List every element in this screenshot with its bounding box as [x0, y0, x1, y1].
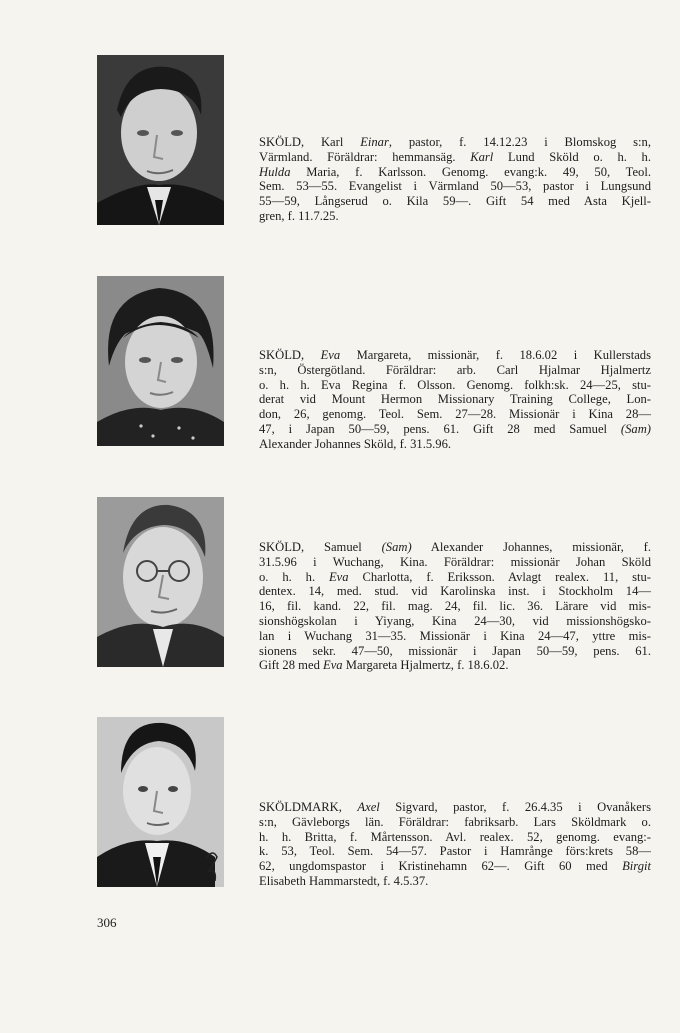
biography-line: SKÖLD, Eva Margareta, missionär, f. 18.6.02 i Kullerstads	[259, 348, 651, 362]
biography-line: lan i Wuchang 31—35. Missionär i Kina 24—47, yttre mis-	[259, 628, 651, 643]
biography-line: 55—59, Långserud o. Kila 59—. Gift 54 med Asta Kjell-	[259, 194, 651, 209]
portrait-photo	[97, 276, 224, 446]
portrait-photo	[97, 717, 224, 887]
page-number: 306	[97, 915, 117, 930]
biography-line: h. h. Britta, f. Mårtensson. Avl. realex. 52, genomg. evang:-	[259, 829, 651, 844]
biography-line: sionshögskolan i Yiyang, Kina 24—30, vid missionshögsko-	[259, 613, 651, 628]
biography-line: o. h. h. Eva Charlotta, f. Eriksson. Avlagt realex. 11, stu-	[259, 569, 651, 584]
biography-text	[259, 800, 651, 889]
biography-line: Gift 28 med Eva Margareta Hjalmertz, f. 18.6.02.	[259, 658, 509, 673]
biography-line: Värmland. Föräldrar: hemmansäg. Karl Lund Sköld o. h. h.	[259, 149, 652, 164]
portrait-axel-sigvard-skoldmark	[97, 717, 224, 887]
biography-text	[259, 135, 651, 224]
biography-line: s:n, Gävleborgs län. Föräldrar: fabriksarb. Lars Sköldmark o.	[259, 814, 651, 829]
biography-line: 47, i Japan 50—59, pens. 61. Gift 28 med Samuel (Sam)	[259, 421, 651, 436]
biography-line: 16, fil. kand. 22, fil. mag. 24, fil. lic. 36. Lärare vid mis-	[259, 599, 651, 614]
biography-line: Alexander Johannes Sköld, f. 31.5.96.	[259, 436, 452, 451]
biography-line: derat vid Mount Hermon Missionary Training College, Lon-	[259, 392, 651, 407]
biography-line: k. 53, Teol. Sem. 54—57. Pastor i Hamrånge förs:krets 58—	[259, 844, 651, 859]
portrait-karl-einar-skold	[97, 55, 224, 225]
biography-line: SKÖLD, Samuel (Sam) Alexander Johannes, missionär, f.	[259, 540, 652, 554]
portrait-samuel-skold	[97, 497, 224, 667]
biography-text	[259, 348, 651, 452]
portrait-photo	[97, 497, 224, 667]
biography-line: SKÖLDMARK, Axel Sigvard, pastor, f. 26.4.35 i Ovanåkers	[259, 800, 651, 814]
biography-line: sionens sekr. 47—50, missionär i Japan 50—59, pens. 61.	[259, 643, 651, 658]
biography-line: 31.5.96 i Wuchang, Kina. Föräldrar: missionär Johan Sköld	[259, 554, 651, 569]
biography-line: dentex. 14, med. stud. vid Karolinska inst. i Stockholm 14—	[259, 584, 651, 599]
biography-line: Elisabeth Hammarstedt, f. 4.5.37.	[259, 873, 429, 888]
biography-line: Sem. 53—55. Evangelist i Värmland 50—53, pastor i Lungsund	[259, 179, 651, 194]
biography-text	[259, 540, 651, 673]
portrait-eva-margareta-skold	[97, 276, 224, 446]
biography-line: o. h. h. Eva Regina f. Olsson. Genomg. folkh:sk. 24—25, stu-	[259, 377, 651, 392]
biography-line: SKÖLD, Karl Einar, pastor, f. 14.12.23 i Blomskog s:n,	[259, 135, 651, 149]
biography-line: s:n, Östergötland. Föräldrar: arb. Carl Hjalmar Hjalmertz	[259, 362, 651, 377]
biography-line: gren, f. 11.7.25.	[259, 208, 339, 223]
portrait-photo	[97, 55, 224, 225]
biography-line: don, 26, genomg. Teol. Sem. 27—28. Missionär i Kina 28—	[259, 407, 651, 422]
biography-line: Hulda Maria, f. Karlsson. Genomg. evang:k. 49, 50, Teol.	[259, 164, 651, 179]
biography-line: 62, ungdomspastor i Kristinehamn 62—. Gift 60 med Birgit	[259, 859, 651, 874]
